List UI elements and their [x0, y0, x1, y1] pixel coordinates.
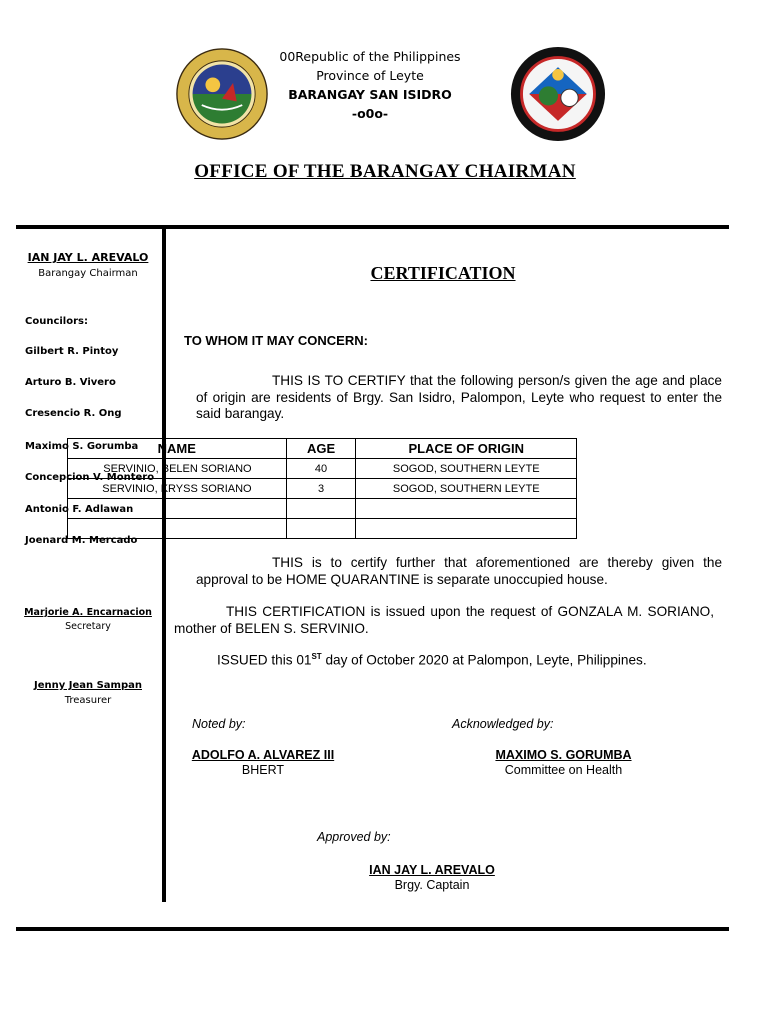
councilor-item: Concepcion V. Montero — [25, 472, 155, 483]
table-cell: SERVINIO, KRYSS SORIANO — [68, 479, 287, 499]
councilor-item: Arturo B. Vivero — [25, 377, 116, 388]
issued-line — [217, 652, 647, 668]
approved-by-label: Approved by: — [317, 830, 391, 844]
secretary-title: Secretary — [65, 621, 111, 632]
header-barangay: BARANGAY SAN ISIDRO — [288, 87, 452, 102]
table-cell — [68, 499, 287, 519]
column-header-origin: PLACE OF ORIGIN — [356, 439, 577, 459]
paragraph-quarantine: THIS is to certify further that aforementioned are thereby given the approval to be HOME QUARANTINE is separate unoccupied house. — [196, 555, 722, 587]
approved-title: Brgy. Captain — [394, 878, 470, 892]
chairman-title: Barangay Chairman — [38, 268, 138, 279]
issued-suffix: ST — [311, 652, 322, 661]
header-province: Province of Leyte — [316, 68, 424, 83]
table-cell: SERVINIO, BELEN SORIANO — [68, 459, 287, 479]
councilor-item: Maximo S. Gorumba — [25, 441, 139, 452]
table-row — [68, 459, 577, 479]
top-rule — [16, 225, 729, 229]
table-header-row — [68, 439, 577, 459]
table-cell: SOGOD, SOUTHERN LEYTE — [356, 479, 577, 499]
secretary-name: Marjorie A. Encarnacion — [24, 607, 152, 618]
acknowledged-name: MAXIMO S. GORUMBA — [495, 748, 632, 762]
councilor-item: Gilbert R. Pintoy — [25, 346, 119, 357]
table-cell — [68, 519, 287, 539]
treasurer-name: Jenny Jean Sampan — [34, 680, 142, 691]
acknowledged-signature — [470, 748, 657, 778]
header-republic: 00Republic of the Philippines — [279, 49, 461, 64]
column-header-age: AGE — [286, 439, 356, 459]
table-cell — [356, 499, 577, 519]
bottom-rule — [16, 927, 729, 931]
table-cell: SOGOD, SOUTHERN LEYTE — [356, 459, 577, 479]
noted-by-label: Noted by: — [192, 717, 246, 731]
table-cell — [286, 499, 356, 519]
treasurer-title: Treasurer — [64, 695, 112, 706]
table-row — [68, 519, 577, 539]
salutation: TO WHOM IT MAY CONCERN: — [184, 333, 368, 348]
approved-signature — [337, 863, 527, 893]
vertical-rule — [162, 229, 166, 902]
document-header — [250, 47, 490, 123]
table-row — [68, 479, 577, 499]
barangay-san-isidro-seal-icon — [510, 46, 606, 142]
noted-name: ADOLFO A. ALVAREZ III — [191, 748, 335, 762]
noted-title: BHERT — [241, 763, 285, 777]
office-title: OFFICE OF THE BARANGAY CHAIRMAN — [194, 161, 576, 182]
councilor-item: Cresencio R. Ong — [25, 408, 122, 419]
issued-rest: day of October 2020 at Palompon, Leyte, Philippines. — [321, 652, 647, 668]
approved-name: IAN JAY L. AREVALO — [369, 863, 495, 877]
councilor-item: Antonio F. Adlawan — [25, 504, 134, 515]
councilor-item: Joenard M. Mercado — [25, 535, 138, 546]
table-cell — [286, 519, 356, 539]
noted-signature — [168, 748, 358, 778]
paragraph-request: THIS CERTIFICATION is issued upon the request of GONZALA M. SORIANO, mother of BELEN S. SERVINIO. — [174, 604, 714, 636]
table-cell — [356, 519, 577, 539]
certification-title: CERTIFICATION — [370, 263, 516, 283]
persons-table — [67, 438, 577, 539]
chairman-name: IAN JAY L. AREVALO — [27, 251, 149, 264]
acknowledged-title: Committee on Health — [504, 763, 623, 777]
councilors-label: Councilors: — [25, 316, 88, 327]
table-cell: 3 — [286, 479, 356, 499]
table-row — [68, 499, 577, 519]
header-ornament: -o0o- — [351, 106, 389, 121]
paragraph-certify: THIS IS TO CERTIFY that the following person/s given the age and place of origin are residents of Brgy. San Isidro, Palompon, Leyte who request to enter the said barangay. — [196, 373, 722, 421]
table-cell: 40 — [286, 459, 356, 479]
column-header-name: NAME — [68, 439, 287, 459]
acknowledged-by-label: Acknowledged by: — [452, 717, 554, 731]
issued-prefix: ISSUED this 01 — [217, 652, 312, 668]
